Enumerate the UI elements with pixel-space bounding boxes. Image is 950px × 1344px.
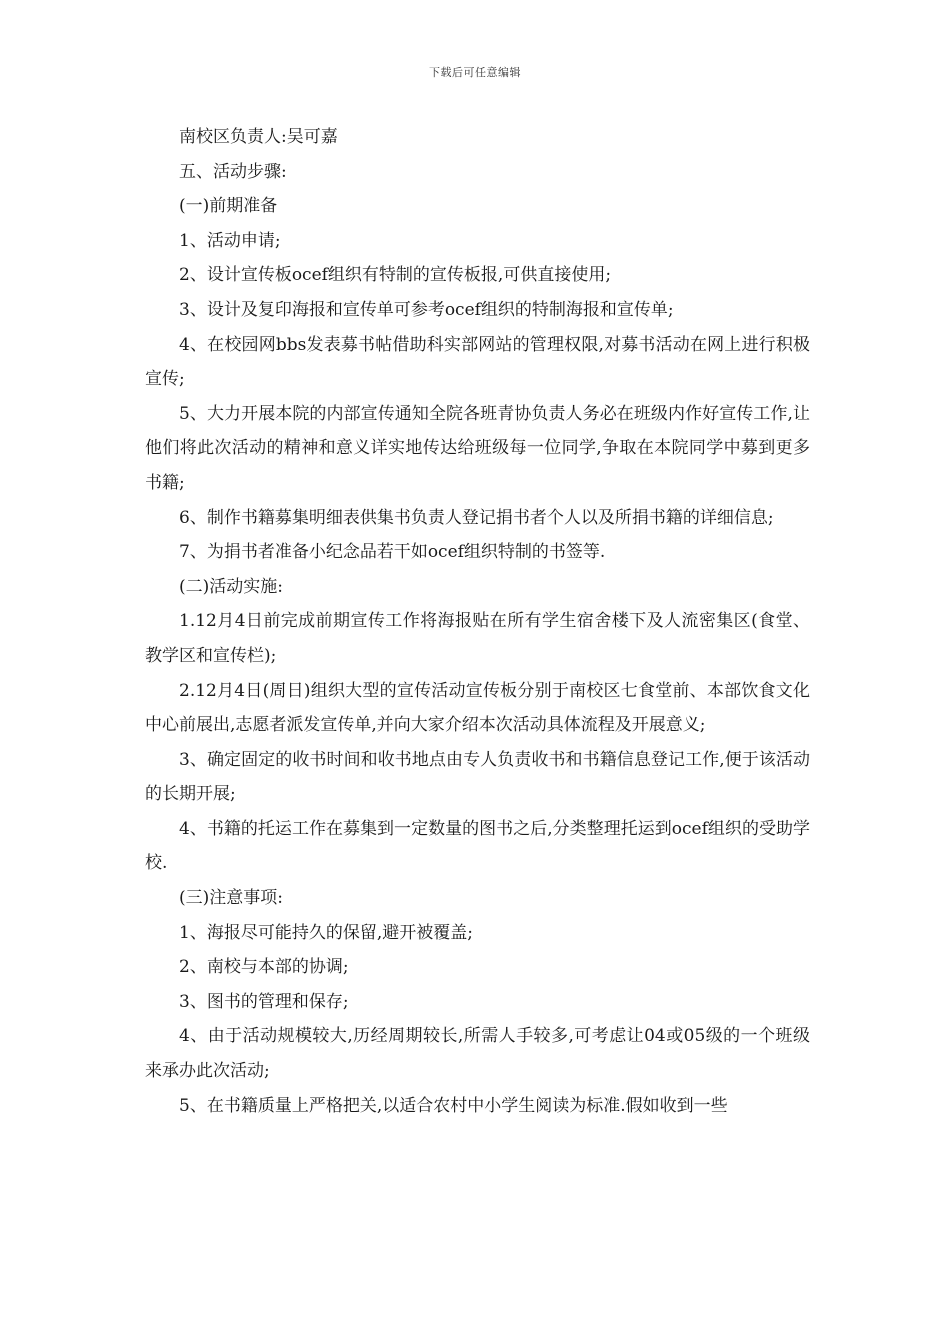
list-item: 2.12月4日(周日)组织大型的宣传活动宣传板分别于南校区七食堂前、本部饮食文化中心前展出,志愿者派发宣传单,并向大家介绍本次活动具体流程及开展意义; [145, 680, 810, 736]
subsection-heading: (一)前期准备 [179, 196, 278, 217]
list-item: 2、设计宣传板ocef组织有特制的宣传板报,可供直接使用; [179, 265, 612, 286]
list-item: 7、为捐书者准备小纪念品若干如ocef组织特制的书签等. [179, 542, 606, 563]
list-item: 6、制作书籍募集明细表供集书负责人登记捐书者个人以及所捐书籍的详细信息; [179, 507, 774, 528]
list-item: 3、设计及复印海报和宣传单可参考ocef组织的特制海报和宣传单; [179, 299, 674, 320]
list-item: 3、确定固定的收书时间和收书地点由专人负责收书和书籍信息登记工作,便于该活动的长期开展; [145, 749, 810, 805]
list-item: 1、活动申请; [179, 230, 281, 251]
list-item: 5、大力开展本院的内部宣传通知全院各班青协负责人务必在班级内作好宣传工作,让他们将此次活动的精神和意义详实地传达给班级每一位同学,争取在本院同学中募到更多书籍; [145, 403, 810, 493]
subsection-heading: (二)活动实施: [179, 576, 283, 597]
subsection-heading: (三)注意事项: [179, 888, 283, 909]
list-item: 3、图书的管理和保存; [179, 991, 349, 1012]
list-item: 5、在书籍质量上严格把关,以适合农村中小学生阅读为标准.假如收到一些 [179, 1095, 728, 1116]
section-heading: 五、活动步骤: [179, 161, 287, 182]
list-item: 4、书籍的托运工作在募集到一定数量的图书之后,分类整理托运到ocef组织的受助学校. [145, 818, 810, 874]
list-item: 4、在校园网bbs发表募书帖借助科实部网站的管理权限,对募书活动在网上进行积极宣传; [145, 334, 810, 390]
list-item: 1、海报尽可能持久的保留,避开被覆盖; [179, 922, 473, 943]
list-item: 4、由于活动规模较大,历经周期较长,所需人手较多,可考虑让04或05级的一个班级来承办此次活动; [145, 1026, 810, 1082]
list-item: 1.12月4日前完成前期宣传工作将海报贴在所有学生宿舍楼下及人流密集区(食堂、教学区和宣传栏); [145, 611, 810, 666]
document-body [145, 120, 810, 1123]
page-header-note: 下载后可任意编辑 [429, 66, 521, 79]
paragraph: 南校区负责人:吴可嘉 [179, 127, 338, 147]
list-item: 2、南校与本部的协调; [179, 957, 349, 978]
